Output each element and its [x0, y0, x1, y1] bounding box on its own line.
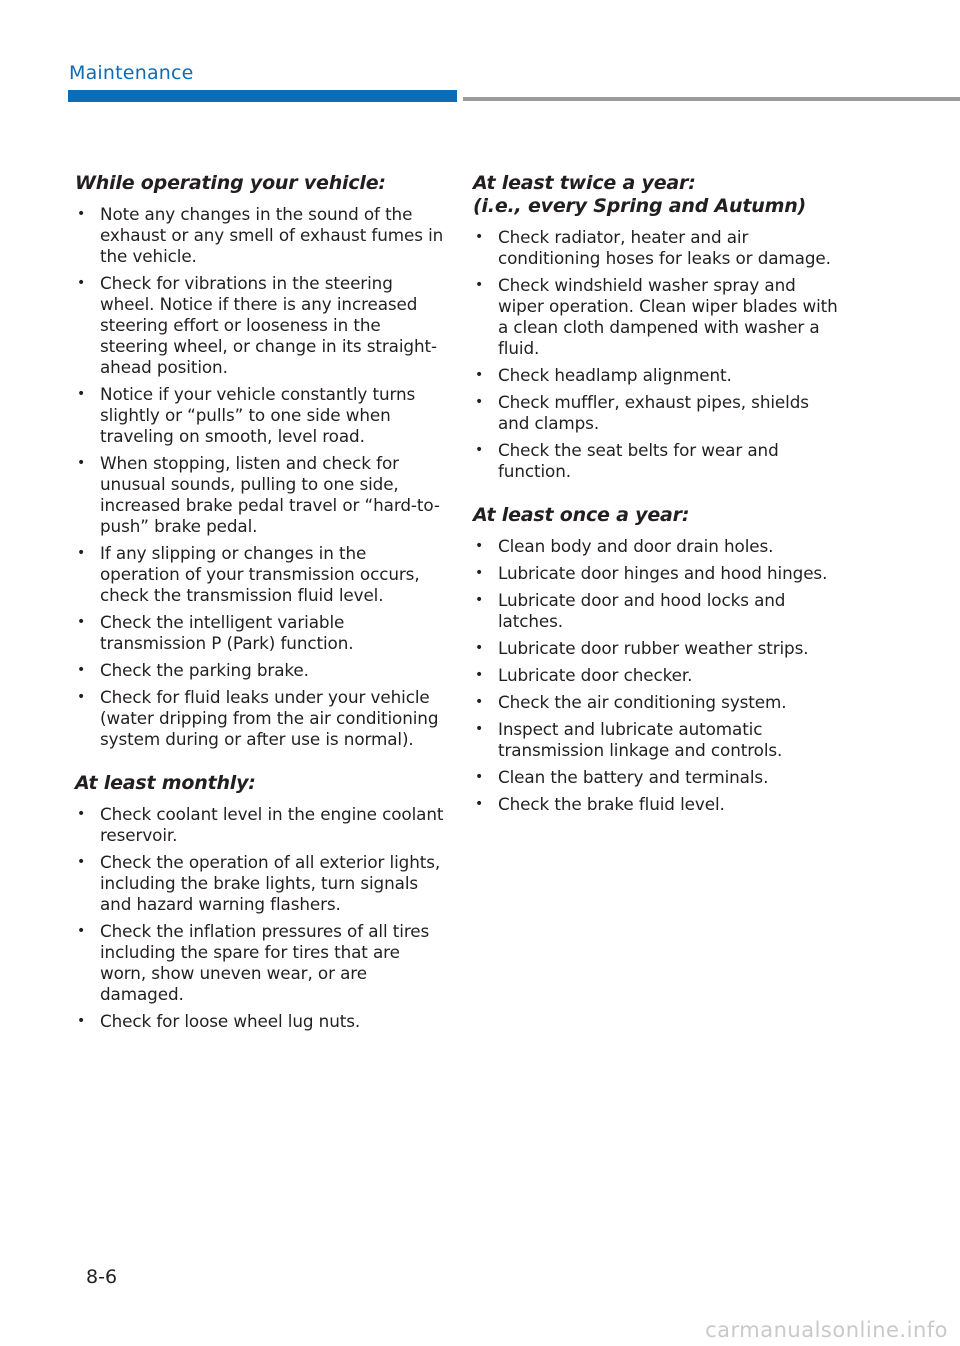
list-item: • Check the brake fluid level.	[475, 794, 725, 814]
bullet-icon: •	[77, 614, 86, 630]
list-item: • Check the intelligent variable transmission P (Park) function.	[77, 612, 354, 653]
bullet-icon: •	[77, 689, 86, 705]
list-item: • Note any changes in the sound of the exhaust or any smell of exhaust fumes in the vehicle.	[77, 204, 444, 266]
section-while-operating	[75, 172, 445, 750]
bullet-icon: •	[475, 640, 484, 656]
list-item: • Notice if your vehicle constantly turns slightly or “pulls” to one side when traveling on smooth, level road.	[77, 384, 416, 446]
list-item: • When stopping, listen and check for unusual sounds, pulling to one side, increased brake pedal travel or “hard-to-push” brake pedal.	[77, 453, 440, 536]
list-item: • Lubricate door and hood locks and latches.	[475, 590, 786, 631]
list-item: • Check radiator, heater and air conditioning hoses for leaks or damage.	[475, 227, 831, 268]
bullet-icon: •	[475, 538, 484, 554]
list-item: • Inspect and lubricate automatic transmission linkage and controls.	[475, 719, 783, 760]
list-item: • Clean the battery and terminals.	[475, 767, 769, 787]
bullet-list	[473, 227, 843, 482]
list-item: • Check for fluid leaks under your vehicle (water dripping from the air conditioning system during or after use is normal).	[77, 687, 439, 749]
list-item: • Check coolant level in the engine coolant reservoir.	[77, 804, 444, 845]
bullet-icon: •	[475, 565, 484, 581]
bullet-icon: •	[475, 367, 484, 383]
right-column	[473, 172, 843, 837]
heading-line: At least twice a year:	[473, 172, 696, 194]
list-item: • Lubricate door hinges and hood hinges.	[475, 563, 828, 583]
bullet-list	[75, 204, 445, 750]
bullet-icon: •	[475, 667, 484, 683]
bullet-list	[75, 804, 445, 1032]
list-item: • Check the operation of all exterior lights, including the brake lights, turn signals and hazard warning flashers.	[77, 852, 441, 914]
list-item: • Check the parking brake.	[77, 660, 309, 680]
bullet-icon: •	[77, 854, 86, 870]
list-item: • Lubricate door checker.	[475, 665, 693, 685]
heading-line: (i.e., every Spring and Autumn)	[473, 195, 806, 217]
bullet-icon: •	[77, 275, 86, 291]
bullet-icon: •	[475, 442, 484, 458]
bullet-icon: •	[77, 386, 86, 402]
bullet-icon: •	[77, 545, 86, 561]
section-heading	[473, 172, 843, 218]
list-item: • If any slipping or changes in the operation of your transmission occurs, check the transmission fluid level.	[77, 543, 420, 605]
left-column	[75, 172, 445, 1054]
header-rule-grey	[463, 97, 960, 101]
bullet-icon: •	[475, 721, 484, 737]
bullet-icon: •	[475, 394, 484, 410]
list-item: • Check for loose wheel lug nuts.	[77, 1011, 361, 1031]
list-item: • Check muffler, exhaust pipes, shields and clamps.	[475, 392, 809, 433]
list-item: • Check for vibrations in the steering wheel. Notice if there is any increased steering effort or looseness in the steering wheel, or change in its straight-ahead position.	[77, 273, 437, 377]
section-twice-a-year	[473, 172, 843, 482]
section-heading: At least monthly:	[75, 772, 256, 794]
bullet-icon: •	[77, 206, 86, 222]
bullet-icon: •	[77, 923, 86, 939]
bullet-icon: •	[475, 769, 484, 785]
section-heading: At least once a year:	[473, 504, 690, 526]
watermark-text: carmanualsonline.info	[705, 1318, 948, 1342]
bullet-icon: •	[77, 806, 86, 822]
bullet-icon: •	[77, 1013, 86, 1029]
section-monthly	[75, 772, 445, 1032]
section-once-a-year	[473, 504, 843, 815]
list-item: • Check the seat belts for wear and function.	[475, 440, 779, 481]
list-item: • Clean body and door drain holes.	[475, 536, 774, 556]
page-number: 8-6	[86, 1266, 118, 1288]
section-title: Maintenance	[69, 62, 194, 84]
bullet-icon: •	[475, 592, 484, 608]
list-item: • Check the inflation pressures of all tires including the spare for tires that are worn, show uneven wear, or are damaged.	[77, 921, 430, 1004]
list-item: • Check headlamp alignment.	[475, 365, 732, 385]
bullet-icon: •	[77, 662, 86, 678]
bullet-icon: •	[77, 455, 86, 471]
list-item: • Check the air conditioning system.	[475, 692, 787, 712]
list-item: • Lubricate door rubber weather strips.	[475, 638, 809, 658]
bullet-icon: •	[475, 796, 484, 812]
bullet-icon: •	[475, 277, 484, 293]
bullet-icon: •	[475, 229, 484, 245]
list-item: • Check windshield washer spray and wiper operation. Clean wiper blades with a clean cloth dampened with washer a fluid.	[475, 275, 838, 358]
section-heading: While operating your vehicle:	[75, 172, 386, 194]
bullet-icon: •	[475, 694, 484, 710]
header-rule-accent	[68, 90, 457, 102]
bullet-list	[473, 536, 843, 815]
